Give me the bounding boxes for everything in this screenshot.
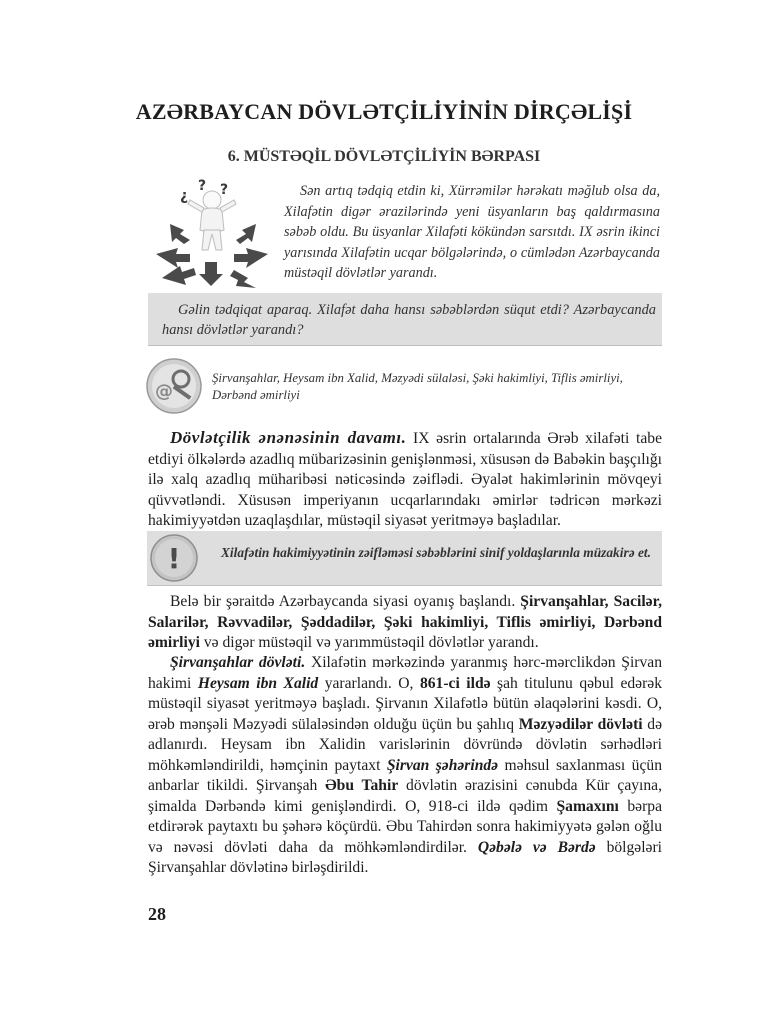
text-fragment: də adlanırdı. Heysam ibn Xalidin varislərinin dövründə dövlətin sərhədləri möhkəmləndirildi, həmçinin paytaxt	[148, 715, 663, 774]
text-fragment: yararlandı. O,	[318, 674, 420, 692]
research-question: Gəlin tədqiqat aparaq. Xilafət daha hansı səbəblərdən süqut etdi? Azərbaycanda hansı dövlətlər yarandı?	[162, 302, 656, 338]
keywords-list: Şirvanşahlar, Heysam ibn Xalid, Məzyədi sülaləsi, Şəki hakimliyi, Tiflis əmirliyi, Dərbənd əmirliyi	[212, 371, 623, 402]
term-heysam: Heysam ibn Xalid	[197, 674, 319, 692]
states-list: Şirvanşahlar, Sacilər, Salarilər, Rəvvadilər, Şəddadilər, Şəki hakimliyi, Tiflis əmirliyi, Dərbənd əmirliyi	[148, 593, 662, 651]
section-title: 6. MÜSTƏQİL DÖVLƏTÇİLİYİN BƏRPASI	[227, 148, 541, 165]
task-text: Xilafətin hakimiyyətinin zəifləməsi səbəblərini sinif yoldaşlarınla müzakirə et.	[221, 545, 651, 560]
chapter-title: AZƏRBAYCAN DÖVLƏTÇİLİYİNİN DİRÇƏLİŞİ	[135, 99, 633, 124]
text-fragment: bölgələri Şirvanşahlar dövlətinə birləşdirildi.	[148, 838, 663, 876]
term-mazyadids: Məzyədilər dövləti	[518, 715, 643, 733]
intro-text: Sən artıq tədqiq etdin ki, Xürrəmilər hərəkatı məğlub olsa da, Xilafətin digər ərazilərində yeni üsyanların baş qaldırmasına səbəb oldu. Bu üsyanlar Xilafəti kökündən sarsıtdı. IX əsrin ikinci yarısında Xilafətin ucqar bölgələrində, o cümlədən Azərbaycanda müstəqil dövlətlər yarandı.	[284, 183, 660, 281]
svg-text:@: @	[155, 381, 173, 402]
paragraph-heading: Şirvanşahlar dövləti.	[170, 654, 306, 671]
term-year-861: 861-ci ildə	[419, 674, 491, 692]
text-fragment: və digər müstəqil və yarımmüstəqil dövlətlər yarandı.	[199, 634, 539, 651]
page-number: 28	[148, 904, 166, 924]
svg-text:!: !	[167, 542, 181, 575]
paragraph-statehood	[148, 428, 662, 532]
term-shamakhi: Şamaxını	[556, 797, 619, 815]
text-fragment: məhsul saxlanması üçün anbarlar tikildi. Şirvanşah	[148, 756, 662, 794]
text-fragment: dövlətin ərazisini cənubda Kür çayına, şimalda Dərbəndə kimi genişləndirdi. O, 918-ci ildə qədim	[148, 777, 662, 815]
text-fragment: Belə bir şəraitdə Azərbaycanda siyasi oyanış başlandı.	[170, 593, 521, 610]
paragraph-text: IX əsrin ortalarında Ərəb xilafəti tabe etdiyi ölkələrdə azadlıq mübarizəsinin genişlənməsi, xüsusən də Babəkin başçılığı ilə xalq azadlıq müharibəsi nəticəsində zəiflədi. Əyalət hakimlərinin mövqeyi qüvvətləndi. Xüsusən imperiyanın ucqarlarındakı əmirlər tədricən mərkəzi hakimiyyətdən uzaqlaşdılar, müstəqil siyasət yeritməyə başladılar.	[148, 430, 662, 529]
term-abu-tahir: Əbu Tahir	[325, 777, 399, 794]
at-key-icon	[145, 357, 203, 415]
term-gabala-barda: Qəbələ və Bərdə	[477, 838, 596, 856]
text-fragment: Xilafətin mərkəzində yaranmış hərc-mərclikdən Şirvan hakimi	[148, 654, 662, 692]
exclamation-icon	[149, 533, 199, 583]
svg-text:¿: ¿	[180, 188, 189, 204]
svg-text:?: ?	[198, 178, 207, 194]
term-shirvan-city: Şirvan şəhərində	[386, 756, 499, 774]
thinking-figure-icon	[150, 178, 274, 288]
text-fragment: şah titulunu qəbul edərək müstəqil siyasət yeritməyə başladı. Şirvanın Xilafətlə bütün əlaqələrini kəsdi. O, ərəb mənşəli Məzyədi sülaləsindən olduğu üçün bu şahlıq	[148, 674, 662, 733]
text-fragment: bərpa etdirərək paytaxtı bu şəhərə köçürdü. Əbu Tahirdən sonra hakimiyyətə gələn oğlu və nəvəsi dövləti daha da möhkəmləndirdilər.	[148, 797, 662, 856]
svg-text:?: ?	[220, 182, 229, 198]
paragraph-heading: Dövlətçilik ənənəsinin davamı.	[170, 428, 407, 447]
paragraph-political-awakening	[148, 592, 662, 654]
paragraph-shirvanshahs	[148, 653, 662, 879]
